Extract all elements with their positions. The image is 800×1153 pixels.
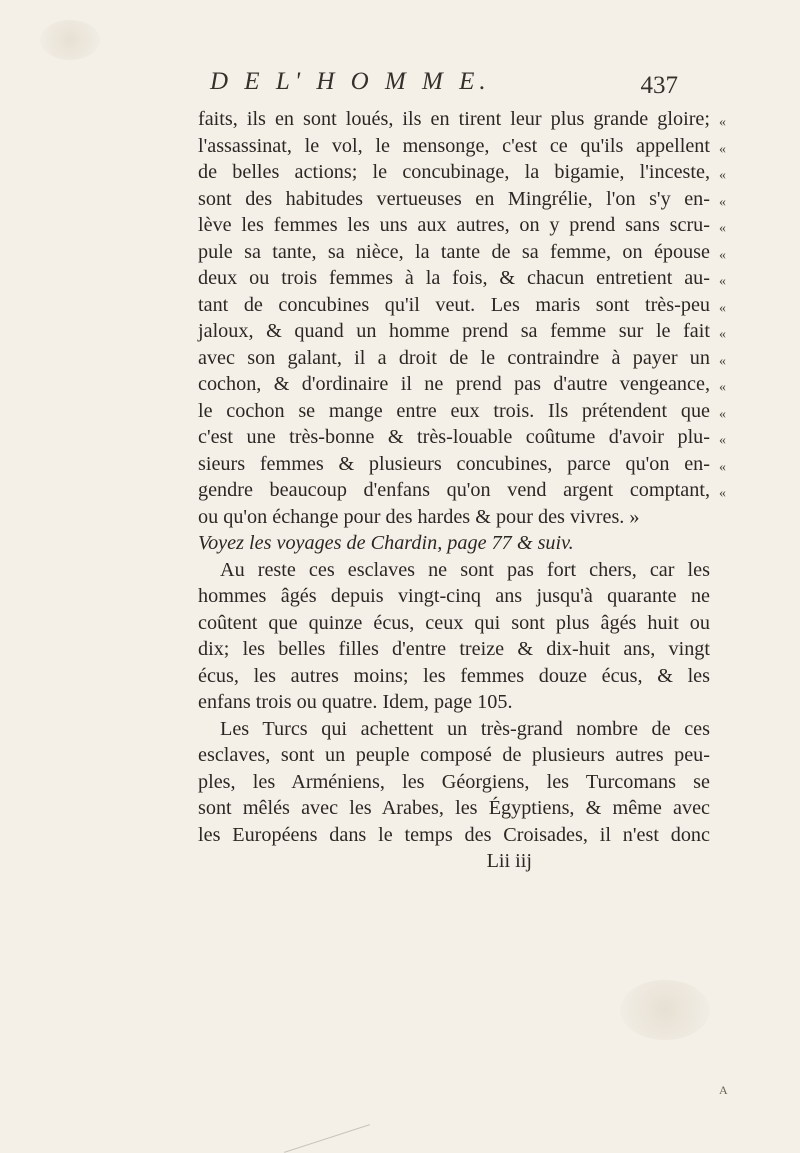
quote-mark: «	[719, 459, 726, 475]
text-line: c'est une très-bonne & très-louable coûtume d'avoir plu-	[198, 426, 710, 448]
text-line: de belles actions; le concubinage, la bigamie, l'inceste,	[198, 161, 710, 183]
text-line: le cochon se mange entre eux trois. Ils prétendent que	[198, 399, 710, 422]
text-line: pule sa tante, sa nièce, la tante de sa femme, on épouse	[198, 240, 710, 263]
text-line: écus, les autres moins; les femmes douze écus, & les	[198, 664, 710, 687]
quote-mark: «	[719, 141, 726, 157]
quote-mark: «	[719, 168, 726, 183]
paper-stain	[620, 980, 710, 1040]
quote-mark: «	[719, 380, 726, 395]
text-line: hommes âgés depuis vingt-cinq ans jusqu'à quarante ne	[198, 585, 710, 607]
text-line: sieurs femmes & plusieurs concubines, parce qu'on en-	[198, 452, 710, 475]
text-line: ou qu'on échange pour des hardes & pour des vivres. »	[198, 505, 640, 528]
citation-line: enfans trois ou quatre. Idem, page 105.	[198, 691, 513, 713]
text-line: cochon, & d'ordinaire il ne prend pas d'autre vengeance,	[198, 373, 710, 395]
text-line: dix; les belles filles d'entre treize & dix-huit ans, vingt	[198, 638, 710, 660]
quotation-margin	[719, 106, 739, 504]
text-line: les Européens dans le temps des Croisades, il n'est donc	[198, 823, 710, 846]
text-line: sont mêlés avec les Arabes, les Égyptiens, & même avec	[198, 797, 710, 819]
text-line: ples, les Arméniens, les Géorgiens, les Turcomans se	[198, 770, 710, 793]
text-line: Au reste ces esclaves ne sont pas fort chers, car les	[220, 558, 710, 581]
margin-mark: A	[719, 1083, 728, 1097]
quote-mark: «	[719, 115, 726, 130]
quote-mark: «	[719, 353, 726, 369]
text-line: coûtent que quinze écus, ceux qui sont plus âgés huit ou	[198, 611, 710, 634]
signature-mark: Lii iij	[486, 850, 532, 872]
page-header	[210, 68, 678, 104]
text-line: faits, ils en sont loués, ils en tirent leur plus grande gloire;	[198, 108, 710, 130]
body-text	[198, 106, 710, 875]
text-line: lève les femmes les uns aux autres, on y prend sans scru-	[198, 214, 710, 236]
text-line: sont des habitudes vertueuses en Mingrélie, l'on s'y en-	[198, 187, 710, 210]
quote-mark: «	[719, 327, 726, 342]
text-line: l'assassinat, le vol, le mensonge, c'est ce qu'ils appellent	[198, 134, 710, 157]
quote-mark: «	[719, 300, 726, 316]
page-number: 437	[640, 72, 678, 99]
text-line: tant de concubines qu'il veut. Les maris sont très-peu	[198, 293, 710, 316]
quote-mark: «	[719, 221, 726, 236]
running-title: D E L' H O M M E.	[210, 68, 491, 95]
quote-mark: «	[719, 194, 726, 210]
quote-mark: «	[719, 274, 726, 289]
paper-stain	[40, 20, 100, 60]
quote-mark: «	[719, 433, 726, 448]
text-line: jaloux, & quand un homme prend sa femme sur le fait	[198, 320, 710, 342]
text-line: deux ou trois femmes à la fois, & chacun entretient au-	[198, 267, 710, 289]
text-line: avec son galant, il a droit de le contraindre à payer un	[198, 346, 710, 369]
text-line: gendre beaucoup d'enfans qu'on vend argent comptant,	[198, 479, 710, 501]
quote-mark: «	[719, 406, 726, 422]
quote-mark: «	[719, 247, 726, 263]
text-line: Les Turcs qui achettent un très-grand nombre de ces	[220, 717, 710, 740]
pen-stroke	[284, 1124, 370, 1153]
citation-line: Voyez les voyages de Chardin, page 77 & suiv.	[198, 532, 574, 554]
text-line: esclaves, sont un peuple composé de plusieurs autres peu-	[198, 744, 710, 766]
quote-mark: «	[719, 486, 726, 501]
